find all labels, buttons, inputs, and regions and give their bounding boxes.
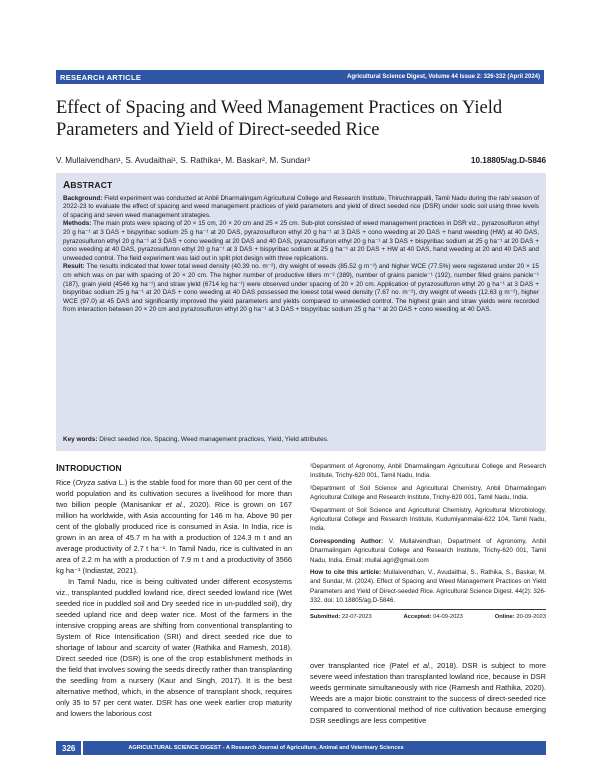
article-info-column: [310, 462, 546, 622]
affiliation-1: ¹Department of Agronomy, Anbil Dharmalingam Agricultural College and Research Institute, Trichy-620 001, Tamil Nadu, India.: [310, 463, 546, 480]
dates-row: [310, 610, 546, 622]
abstract-methods: Methods: The main plots were spacing of 20 × 15 cm, 20 × 20 cm and 25 × 25 cm. Sub-plot consisted of weed management practices in DSR viz., pyrazosulfuron ethyl 20 g ha⁻¹ at 3 DAS + bispyribac sodium 25 g ha⁻¹ at 20 DAS, pyrazosulfuron ethyl 20 g ha⁻¹ at 3 DAS + cono weeding at 20 DAS + hand weeding (HW) at 40 DAS, pyrazosulfuron ethyl 20 g ha⁻¹ at 3 DAS + cono weeding at 20 DAS and 40 DAS, pyrazosulfuron ethyl 20 g ha⁻¹ at 3 DAS + bispyribac sodium at 25 g ha⁻¹ at 20 DAS + cono weeding at 40 DAS, pyrazosulfuron ethyl 20 g ha⁻¹ at 3 DAS + bispyribac sodium at 25 g ha⁻¹ at 20 DAS + HW at 40 DAS, hand weeding at 20 and 40 DAS and unweeded control. The field experiment was laid out in split plot design with three replications.: [63, 220, 539, 262]
introduction-heading: INTRODUCTION: [56, 463, 122, 474]
citation: How to cite this article: Mullaivendhan, V., Avudaithai, S., Rathika, S., Baskar, M. and Sundar, M. (2024). Effect of Spacing and Weed Management Practices on Yield Parameters and Yield of Direct-seeded Rice. Agricultural Science Digest. 44(2): 326-332. doi: 10.18805/ag.D-5846.: [310, 569, 546, 605]
journal-info: Agricultural Science Digest, Volume 44 Issue 2: 326-332 (April 2024): [347, 74, 540, 80]
abstract-box: [56, 173, 546, 451]
submitted-date: Submitted: 22-07-2023: [310, 613, 372, 620]
introduction-section: [56, 463, 292, 719]
keywords: Key words: Direct seeded rice, Spacing, Weed management practices, Yield, Yield attributes.: [63, 436, 329, 444]
abstract-background: Background: Field experiment was conducted at Anbil Dharmalingam Agricultural College and Research Institute, Thiruchirappalli, Tamil Nadu during the rabi season of 2022-23 to evaluate the effect of spacing and weed management practices of yield parameters and yield of direct seeded rice (DSR) under sodic soil using three levels of spacing and seven weed management strategies.: [63, 194, 540, 219]
intro-paragraph-1: Rice (Oryza sativa L.) is the stable food for more than 60 per cent of the world population and its cultivation secures a livelihood for more than two billion people (Manisankar et al., 2020). Rice is grown on 167 million ha worldwide, with Asia accounting for 146 m ha. Above 90 per cent of the globally produced rice is consumed in Asia. In India, rice is grown in an area of 45.7 m ha with a production of 124.3 m t and an average productivity of 2.7 t ha⁻¹. In Tamil Nadu, rice is cultivated in an area of 2.2 m ha with a production of 7.9 m t and a productivity of 3566 kg ha⁻¹ (Indiastat, 2021).: [56, 478, 292, 575]
footer-bar: [56, 741, 546, 755]
accepted-date: Accepted: 04-09-2023: [403, 613, 463, 620]
abstract-heading: ABSTRACT: [63, 180, 113, 191]
body-continuation: over transplanted rice (Patel et al., 2018). DSR is subject to more severe weed infestation than transplanted lowland rice, because in DSR weeds germinate simultaneously with rice (Ramesh and Rathika, 2020). Weeds are a major biotic constraint to the success of direct-seeded rice compared to conventional method of rice cultivation because emerging DSR seedlings are less competitive: [310, 661, 546, 725]
doi: 10.18805/ag.D-5846: [470, 156, 546, 165]
paper-title: Effect of Spacing and Weed Management Practices on Yield Parameters and Yield of Direct-seeded Rice: [56, 98, 503, 140]
intro-paragraph-2: In Tamil Nadu, rice is being cultivated under different ecosystems viz., transplanted puddled lowland rice, direct seeded lowland rice (Wet seeded rice in puddled soil and Dry seeded rice in un-puddled soil), dry seeded upland rice and deep water rice. Most of the farmers in the intensive cropping areas are shifting from conventional transplanting to System of Rice Intensification (SRI) and direct seeded rice due to shortage of labour and scarcity of water (Rathika and Ramesh, 2018). Direct seeded rice (DSR) is one of the crop establishment methods in the field that involves sowing the seeds directly rather than transplanting the seedling from a nursery (Kaur and Singh, 2017). It is the best alternative method, which, in the absence of transplant shock, requires only 35 to 57 per cent water. DSR has one week earlier crop maturity and lowers the laborious cost: [56, 577, 292, 718]
affiliation-2: ²Department of Soil Science and Agricultural Chemistry, Anbil Dharmalingam Agricultural College and Research Institute, Trichy-620 001, Tamil Nadu, India.: [310, 484, 546, 502]
abstract-result: Result: The results indicated that lower total weed density (40.39 no. m⁻²), dry weight of weeds (85.52 g m⁻²) and higher WCE (77.5%) were registered under 20 × 15 cm which was on par with spacing of 20 × 20 cm. The higher number of productive tillers m⁻² (389), number of grains panicle⁻¹ (192), number filled grains panicle⁻¹ (187), grain yield (4546 kg ha⁻¹) and straw yield (6714 kg ha⁻¹) were observed under spacing of 20 × 20 cm. Application of pyrazosulfuron ethyl 20 g ha⁻¹ at 3 DAS + bispyribac sodium 25 g ha⁻¹ at 20 DAS + cono weeding at 40 DAS possessed the lowest total weed density (7.67 no. m⁻²), dry weight of weeds (12.63 g m⁻²), higher WCE (97.0) at 45 DAS and significantly improved the yield parameters and yields compared to unweeded control. The highest grain and straw yields were recorded from interaction between 20 × 20 cm and pyrazosulfuron ethyl 20 g ha⁻¹ at 3 DAS + bispyribac sodium 25 g ha⁻¹ at 20 DAS + cono weeding at 40 DAS.: [63, 263, 539, 314]
article-type: RESEARCH ARTICLE: [60, 72, 142, 82]
page-number: 326: [56, 741, 83, 755]
corresponding-author: Corresponding Author: V. Mullaivendhan, Department of Agronomy, Anbil Dharmalingam Agricultural College and Research Institute, Trichy-620 001, Tamil Nadu, India. Email: mullai.agri@gmail.com: [310, 537, 547, 564]
affiliation-3: ³Department of Soil Science and Agricultural Chemistry, Agricultural Microbiology, Agricultural College and Research Institute, Kudumiyanmalai-622 104, Tamil Nadu, India.: [310, 506, 546, 533]
online-date: Online: 20-09-2023: [494, 613, 546, 620]
footer-text: AGRICULTURAL SCIENCE DIGEST - A Research Journal of Agriculture, Animal and Veterinary Sciences: [128, 745, 404, 751]
author-line: [56, 156, 546, 165]
authors: V. Mullaivendhan¹, S. Avudaithai¹, S. Rathika¹, M. Baskar², M. Sundar³: [56, 156, 310, 165]
header-bar: [56, 70, 544, 84]
